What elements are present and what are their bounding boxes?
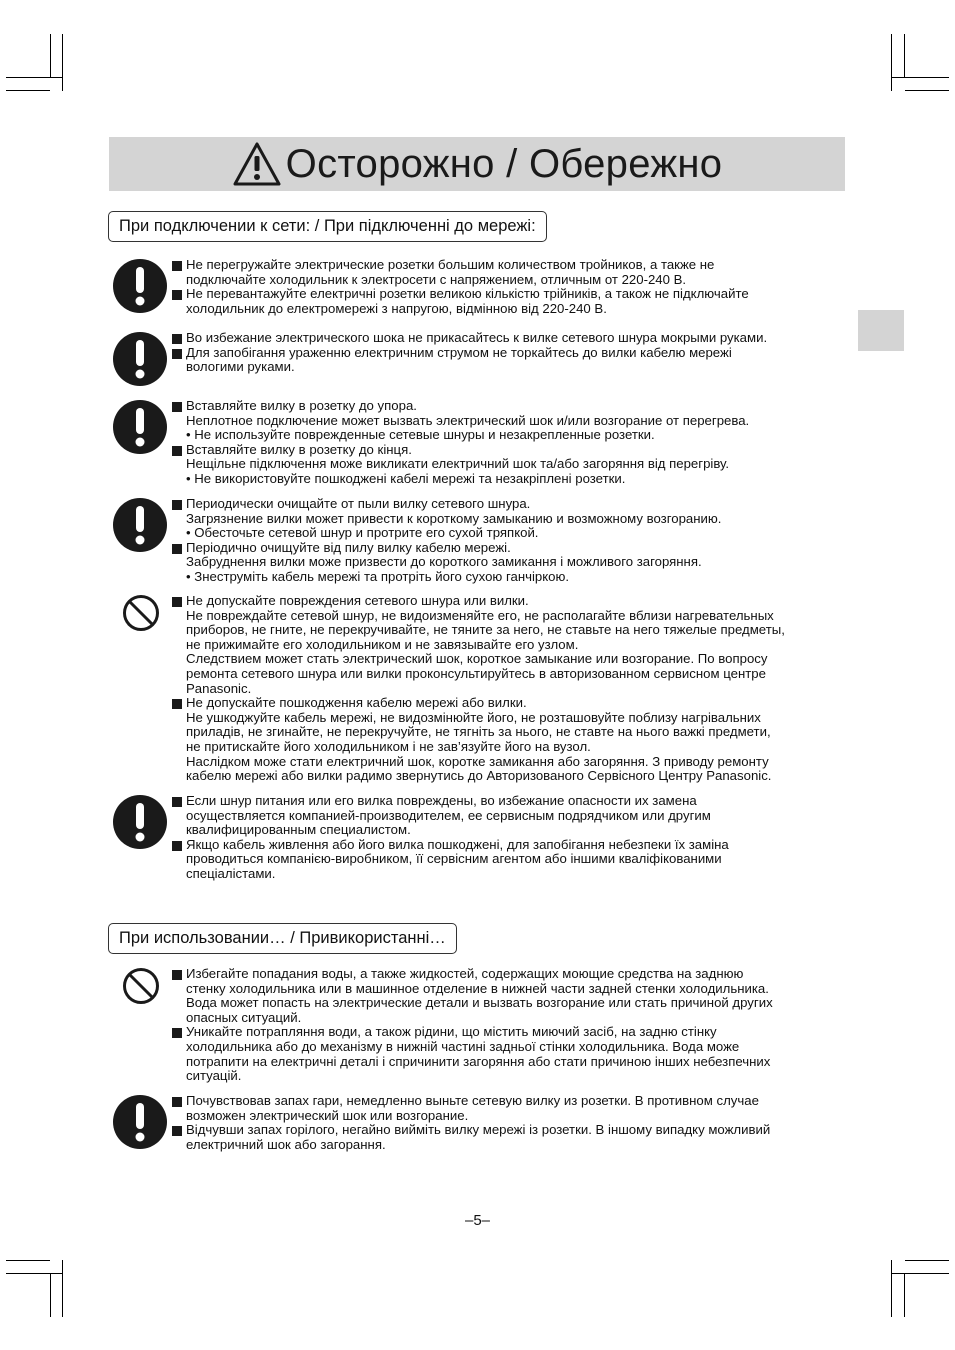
list-item: Вставляйте вилку в розетку до кінця. Нещільне підключення може викликати електричний шок та/або загоряння від перегріву. • Не використовуйте пошкоджені кабелі мережі та незакріплені розетки.: [172, 443, 852, 487]
list-item: Відчувши запах горілого, негайно вийміть вилку мережі із розетки. В іншому випадку можливий електричний шок або загорання.: [172, 1123, 852, 1152]
mandatory-icon: [112, 497, 168, 553]
crop-mark: [891, 34, 892, 91]
crop-mark: [50, 1273, 51, 1317]
prohibited-icon: [122, 967, 160, 1005]
group-items: [172, 497, 852, 585]
crop-mark: [891, 1273, 949, 1274]
mandatory-icon: [112, 794, 168, 850]
crop-mark: [6, 1260, 50, 1261]
list-item: Не допускайте пошкодження кабелю мережі або вилки. Не ушкоджуйте кабель мережі, не видозмінюйте його, не розташовуйте поблизу нагрівальних приладів, не згинайте, не перекручуйте, не тягніть за нього, не ставте на нього важкі предмети, не притискайте його холодильником і не зав’язуйте його на вузол. Наслідком може стати електричний шок, коротке замикання або загоряння. З приводу ремонту кабелю мережі або вилки радимо звернутись до Авторизованого Сервісного Центру Panasonic.: [172, 696, 852, 784]
list-item: Если шнур питания или его вилка повреждены, во избежание опасности их замена осуществляется компанией-производителем, ее сервисным подрядчиком или другим квалифицированным специалистом.: [172, 794, 852, 838]
crop-mark: [50, 34, 51, 78]
group-items: [172, 594, 852, 784]
crop-mark: [6, 90, 50, 91]
crop-mark: [891, 77, 949, 78]
list-item: Якщо кабель живлення або його вилка пошкоджені, для запобігання небезпеки їх заміна проводиться компанією-виробником, її сервісним агентом або іншими кваліфікованими спеціалістами.: [172, 838, 852, 882]
list-item: Периодически очищайте от пыли вилку сетевого шнура. Загрязнение вилки может привести к короткому замыканию и возможному возгоранию. • Обесточьте сетевой шнур и протрите его сухой тряпкой.: [172, 497, 852, 541]
list-item: Для запобігання ураженню електричним струмом не торкайтесь до вилки кабелю мережі вологими руками.: [172, 346, 852, 375]
list-item: Не перевантажуйте електричні розетки великою кількістю трійників, а також не підключайте холодильник до електромережі з напругою, відмінною від 220-240 В.: [172, 287, 852, 316]
group-items: [172, 967, 852, 1084]
list-item: Не допускайте повреждения сетевого шнура или вилки. Не повреждайте сетевой шнур, не видоизменяйте его, не располагайте вблизи нагревательных приборов, не гните, не перекручивайте, не тяните за него, не ставьте на него тяжелые предметы, не прижимайте его холодильником и не завязывайте его узлом. Следствием может стать электрический шок, короткое замыкание или возгорание. По вопросу ремонта сетевого шнура или вилки проконсультируйтесь в авторизованном сервисном центре Panasonic.: [172, 594, 852, 696]
list-item: Уникайте потрапляння води, а також рідини, що містить миючий засіб, на задню стінку холодильника або до механізму в нижній частині задньої стінки холодильника. Вода може потрапити на електричні деталі і спричинити загоряння або стати причиною інших небезпечних ситуацій.: [172, 1025, 852, 1083]
list-item: Вставляйте вилку в розетку до упора. Неплотное подключение может вызвать электрический шок и/или возгорание от перегрева. • Не используйте поврежденные сетевые шнуры и незакрепленные розетки.: [172, 399, 852, 443]
group-items: [172, 331, 852, 375]
list-item: Избегайте попадания воды, а также жидкостей, содержащих моющие средства на заднюю стенку холодильника или в машинное отделение в нижней части задней стенки холодильника. Вода может попасть на электрические детали и вызвать возгорание или стать причиной других опасных ситуаций.: [172, 967, 852, 1025]
crop-mark: [904, 34, 905, 78]
group-items: [172, 258, 852, 316]
crop-mark: [6, 1273, 63, 1274]
group-items: [172, 1094, 852, 1152]
crop-mark: [62, 34, 63, 91]
page-number: –5–: [464, 1212, 491, 1229]
mandatory-icon: [112, 331, 168, 387]
mandatory-icon: [112, 1094, 168, 1150]
list-item: Періодично очищуйте від пилу вилку кабелю мережі. Забруднення вилки може призвести до короткого замикання і можливого загоряння. • Знеструміть кабель мережі та протріть його сухою ганчіркою.: [172, 541, 852, 585]
crop-mark: [905, 1260, 949, 1261]
crop-mark: [891, 1260, 892, 1317]
group-items: [172, 794, 852, 882]
side-tab: [858, 310, 904, 351]
crop-mark: [905, 90, 949, 91]
list-item: Почувствовав запах гари, немедленно выньте сетевую вилку из розетки. В противном случае возможен электрический шок или возгорание.: [172, 1094, 852, 1123]
list-item: Во избежание электрического шока не прикасайтесь к вилке сетевого шнура мокрыми руками.: [172, 331, 852, 346]
warning-triangle-icon: [232, 141, 282, 187]
prohibited-icon: [122, 594, 160, 632]
list-item: Не перегружайте электрические розетки большим количеством тройников, а также не подключайте холодильник к электросети с напряжением, отличным от 220-240 В.: [172, 258, 852, 287]
section-heading-usage: При использовании… / Привикористанні…: [108, 923, 457, 954]
crop-mark: [6, 77, 63, 78]
title-bar: [109, 137, 845, 191]
mandatory-icon: [112, 399, 168, 455]
section-heading-connection: При подключении к сети: / При підключенні до мережі:: [108, 211, 547, 242]
mandatory-icon: [112, 258, 168, 314]
group-items: [172, 399, 852, 487]
page-title: Осторожно / Обережно: [285, 141, 723, 186]
crop-mark: [904, 1273, 905, 1317]
crop-mark: [62, 1260, 63, 1317]
